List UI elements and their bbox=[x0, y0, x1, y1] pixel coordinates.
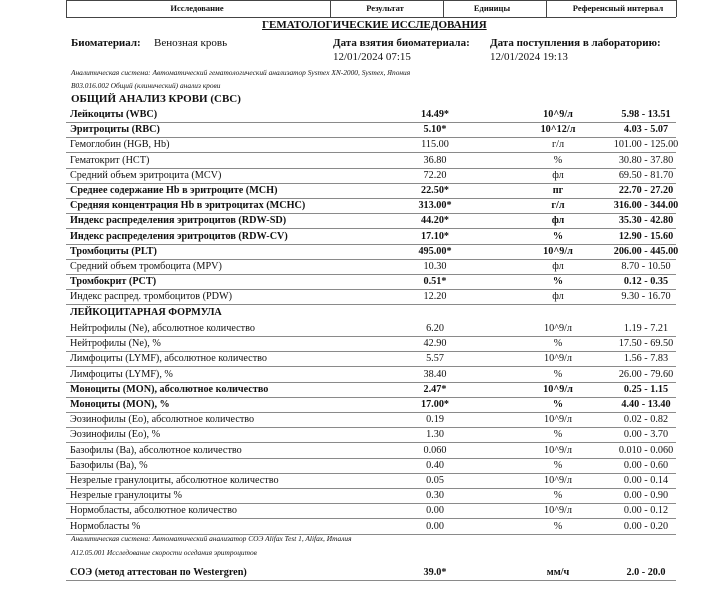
reference-range: 1.56 - 7.83 bbox=[623, 353, 669, 365]
reference-range: 4.40 - 13.40 bbox=[621, 399, 671, 410]
test-name: Индекс распред. тромбоцитов (PDW) bbox=[70, 291, 233, 303]
reference-range: 0.010 - 0.060 bbox=[618, 444, 674, 456]
reference-range: 206.00 - 445.00 bbox=[613, 245, 679, 257]
test-name: Среднее содержание Hb в эритроците (MCH) bbox=[70, 185, 278, 196]
unit: 10^9/л bbox=[544, 444, 572, 456]
header-divider bbox=[66, 0, 67, 17]
reference-range: 0.12 - 0.35 bbox=[623, 276, 669, 288]
unit: % bbox=[552, 230, 564, 242]
unit: % bbox=[553, 154, 563, 166]
sampling-date-label: Дата взятия биоматериала: bbox=[333, 37, 470, 49]
reference-range: 1.19 - 7.21 bbox=[623, 323, 669, 334]
test-name: СОЭ (метод аттестован по Westergren) bbox=[70, 567, 247, 578]
unit: фл bbox=[551, 215, 565, 227]
test-name: Лимфоциты (LYMF), абсолютное количество bbox=[70, 353, 267, 365]
unit: % bbox=[553, 429, 563, 441]
reference-range: 101.00 - 125.00 bbox=[613, 139, 679, 151]
test-name: Эозинофилы (Eo), абсолютное количество bbox=[70, 414, 255, 426]
unit: фл bbox=[552, 169, 564, 181]
test-name: Индекс распределения эритроцитов (RDW-CV) bbox=[70, 230, 288, 242]
biomaterial-label: Биоматериал: bbox=[71, 37, 141, 49]
column-header-test: Исследование bbox=[170, 3, 224, 13]
cbc-title: ОБЩИЙ АНАЛИЗ КРОВИ (CBC) bbox=[71, 93, 241, 105]
test-name: Лейкоциты (WBC) bbox=[70, 109, 158, 120]
result-value: 0.40 bbox=[426, 459, 444, 471]
result-value: 12.20 bbox=[423, 291, 447, 303]
table-row bbox=[66, 367, 676, 382]
table-row bbox=[66, 153, 676, 168]
table-row bbox=[66, 443, 676, 458]
table-row bbox=[66, 107, 676, 122]
table-row bbox=[66, 213, 676, 228]
reference-range: 0.25 - 1.15 bbox=[623, 383, 669, 395]
unit: г/л bbox=[551, 200, 565, 212]
table-row bbox=[66, 183, 676, 198]
header-divider bbox=[676, 0, 677, 17]
table-row bbox=[66, 274, 676, 289]
test-name: Гематокрит (HCT) bbox=[70, 154, 150, 166]
received-date-value: 12/01/2024 19:13 bbox=[490, 51, 568, 63]
result-value: 14.49* bbox=[420, 109, 449, 120]
test-name: Индекс распределения эритроцитов (RDW-SD) bbox=[70, 215, 287, 227]
header-divider bbox=[330, 0, 331, 17]
unit: фл bbox=[552, 291, 564, 303]
table-row bbox=[66, 488, 676, 503]
reference-range: 26.00 - 79.60 bbox=[618, 368, 674, 380]
unit: % bbox=[553, 368, 563, 380]
result-value: 10.30 bbox=[423, 261, 447, 272]
result-value: 1.30 bbox=[426, 429, 444, 441]
result-value: 115.00 bbox=[421, 139, 449, 151]
reference-range: 9.30 - 16.70 bbox=[621, 291, 671, 303]
reference-range: 35.30 - 42.80 bbox=[618, 215, 674, 227]
column-header-result: Результат bbox=[366, 3, 404, 13]
unit: % bbox=[553, 490, 563, 502]
table-row bbox=[66, 427, 676, 442]
result-value: 36.80 bbox=[423, 154, 447, 166]
unit: 10^9/л bbox=[544, 323, 572, 334]
test-name: Базофилы (Ba), % bbox=[70, 459, 148, 471]
test-name: Средний объем тромбоцита (MPV) bbox=[70, 261, 222, 272]
table-row bbox=[66, 473, 676, 488]
reference-range: 0.02 - 0.82 bbox=[623, 414, 669, 426]
reference-range: 22.70 - 27.20 bbox=[618, 185, 674, 196]
biomaterial-value: Венозная кровь bbox=[154, 37, 228, 49]
unit: 10^9/л bbox=[544, 475, 572, 486]
test-name: Моноциты (MON), % bbox=[70, 399, 170, 410]
result-value: 313.00* bbox=[418, 200, 452, 212]
table-row bbox=[66, 321, 676, 336]
reference-range: 0.00 - 0.90 bbox=[623, 490, 669, 502]
column-header-units: Единицы bbox=[473, 3, 511, 13]
table-row bbox=[66, 519, 676, 534]
test-name: Незрелые гранулоциты % bbox=[70, 490, 182, 502]
test-name: Эритроциты (RBC) bbox=[70, 124, 160, 136]
unit: % bbox=[553, 459, 563, 471]
leuko-title-row bbox=[66, 305, 676, 320]
result-value: 6.20 bbox=[426, 323, 444, 334]
table-row bbox=[66, 122, 676, 137]
unit: 10^9/л bbox=[543, 383, 573, 395]
reference-range: 316.00 - 344.00 bbox=[613, 200, 679, 212]
result-value: 0.060 bbox=[423, 444, 447, 456]
test-name: Средний объем эритроцита (MCV) bbox=[70, 169, 222, 181]
table-row bbox=[66, 168, 676, 183]
reference-range: 5.98 - 13.51 bbox=[621, 109, 671, 120]
test-name: Тромбокрит (PCT) bbox=[70, 276, 157, 288]
section-title: ГЕМАТОЛОГИЧЕСКИЕ ИССЛЕДОВАНИЯ bbox=[262, 19, 487, 31]
table-row bbox=[66, 397, 676, 412]
result-value: 5.57 bbox=[426, 353, 444, 365]
test-name: Тромбоциты (PLT) bbox=[70, 245, 157, 257]
unit: % bbox=[552, 399, 564, 410]
reference-range: 4.03 - 5.07 bbox=[623, 124, 669, 136]
unit: 10^9/л bbox=[544, 353, 572, 365]
test-name: Базофилы (Ba), абсолютное количество bbox=[70, 444, 242, 456]
unit: 10^9/л bbox=[543, 109, 573, 120]
result-value: 0.05 bbox=[426, 475, 444, 486]
column-header-reference: Референсный интервал bbox=[572, 3, 664, 13]
reference-range: 2.0 - 20.0 bbox=[626, 567, 666, 578]
header-divider bbox=[443, 0, 444, 17]
result-value: 2.47* bbox=[423, 383, 447, 395]
table-row bbox=[66, 412, 676, 427]
method-note-2: A12.05.001 Исследование скорости оседания эритроцитов bbox=[71, 548, 257, 557]
sampling-date-value: 12/01/2024 07:15 bbox=[333, 51, 411, 63]
reference-range: 12.90 - 15.60 bbox=[618, 230, 674, 242]
unit: г/л bbox=[551, 139, 565, 151]
received-date-label: Дата поступления в лабораторию: bbox=[490, 37, 661, 49]
unit: мм/ч bbox=[546, 567, 570, 578]
unit: 10^9/л bbox=[543, 245, 573, 257]
row-divider bbox=[66, 580, 676, 581]
result-value: 0.19 bbox=[426, 414, 444, 426]
unit: пг bbox=[552, 185, 564, 196]
test-name: Средняя концентрация Hb в эритроцитах (MCHC) bbox=[70, 200, 306, 212]
test-name: Гемоглобин (HGB, Hb) bbox=[70, 139, 170, 151]
result-value: 0.51* bbox=[423, 276, 447, 288]
reference-range: 69.50 - 81.70 bbox=[618, 169, 674, 181]
result-value: 42.90 bbox=[423, 338, 447, 350]
table-row bbox=[66, 229, 676, 244]
table-row bbox=[66, 382, 676, 397]
result-value: 44.20* bbox=[420, 215, 449, 227]
test-name: Нормобласты, абсолютное количество bbox=[70, 505, 237, 517]
reference-range: 0.00 - 3.70 bbox=[623, 429, 669, 441]
test-name: Нормобласты % bbox=[70, 520, 141, 532]
result-value: 17.10* bbox=[420, 230, 449, 242]
reference-range: 30.80 - 37.80 bbox=[618, 154, 674, 166]
table-row bbox=[66, 503, 676, 518]
result-value: 495.00* bbox=[418, 245, 452, 257]
table-row bbox=[66, 198, 679, 213]
reference-range: 0.00 - 0.14 bbox=[623, 475, 669, 486]
table-row bbox=[66, 351, 676, 366]
reference-range: 0.00 - 0.12 bbox=[623, 505, 669, 517]
test-name: Эозинофилы (Eo), % bbox=[70, 429, 161, 441]
test-name: Моноциты (MON), абсолютное количество bbox=[70, 383, 269, 395]
result-value: 0.00 bbox=[426, 505, 444, 517]
header-bottom-border bbox=[66, 17, 676, 18]
method-note: B03.016.002 Общий (клинический) анализ крови bbox=[71, 81, 221, 90]
unit: фл bbox=[552, 261, 564, 272]
unit: % bbox=[552, 276, 564, 288]
reference-range: 8.70 - 10.50 bbox=[621, 261, 671, 272]
unit: 10^9/л bbox=[544, 414, 572, 426]
analytic-system-note: Аналитическая система: Автоматический гематологический анализатор Sysmex XN-2000, Sysmex, Япония bbox=[71, 68, 411, 77]
unit: 10^12/л bbox=[540, 124, 576, 136]
reference-range: 17.50 - 69.50 bbox=[618, 338, 674, 350]
table-row bbox=[66, 289, 676, 304]
test-name: Лимфоциты (LYMF), % bbox=[70, 368, 173, 380]
result-value: 5.10* bbox=[423, 124, 447, 136]
leuko-title: ЛЕЙКОЦИТАРНАЯ ФОРМУЛА bbox=[70, 307, 222, 318]
table-row bbox=[66, 259, 676, 274]
unit: 10^9/л bbox=[544, 505, 572, 517]
table-row bbox=[66, 565, 676, 580]
reference-range: 0.00 - 0.60 bbox=[623, 459, 669, 471]
reference-range: 0.00 - 0.20 bbox=[623, 520, 669, 532]
table-row bbox=[66, 137, 679, 152]
analytic-system-note-2: Аналитическая система: Автоматический анализатор СОЭ Alifax Test 1, Alifax, Италия bbox=[71, 534, 352, 543]
result-value: 22.50* bbox=[420, 185, 449, 196]
result-value: 38.40 bbox=[423, 368, 447, 380]
unit: % bbox=[553, 338, 563, 350]
result-value: 0.30 bbox=[426, 490, 444, 502]
header-divider bbox=[546, 0, 547, 17]
table-row bbox=[66, 244, 679, 259]
table-row bbox=[66, 336, 676, 351]
test-name: Нейтрофилы (Ne), абсолютное количество bbox=[70, 323, 255, 334]
result-value: 39.0* bbox=[423, 567, 447, 578]
result-value: 17.00* bbox=[420, 399, 449, 410]
result-value: 72.20 bbox=[423, 169, 447, 181]
test-name: Незрелые гранулоциты, абсолютное количество bbox=[70, 475, 279, 486]
table-top-border bbox=[66, 0, 676, 1]
table-row bbox=[66, 458, 676, 473]
result-value: 0.00 bbox=[426, 520, 444, 532]
unit: % bbox=[553, 520, 563, 532]
test-name: Нейтрофилы (Ne), % bbox=[70, 338, 161, 350]
